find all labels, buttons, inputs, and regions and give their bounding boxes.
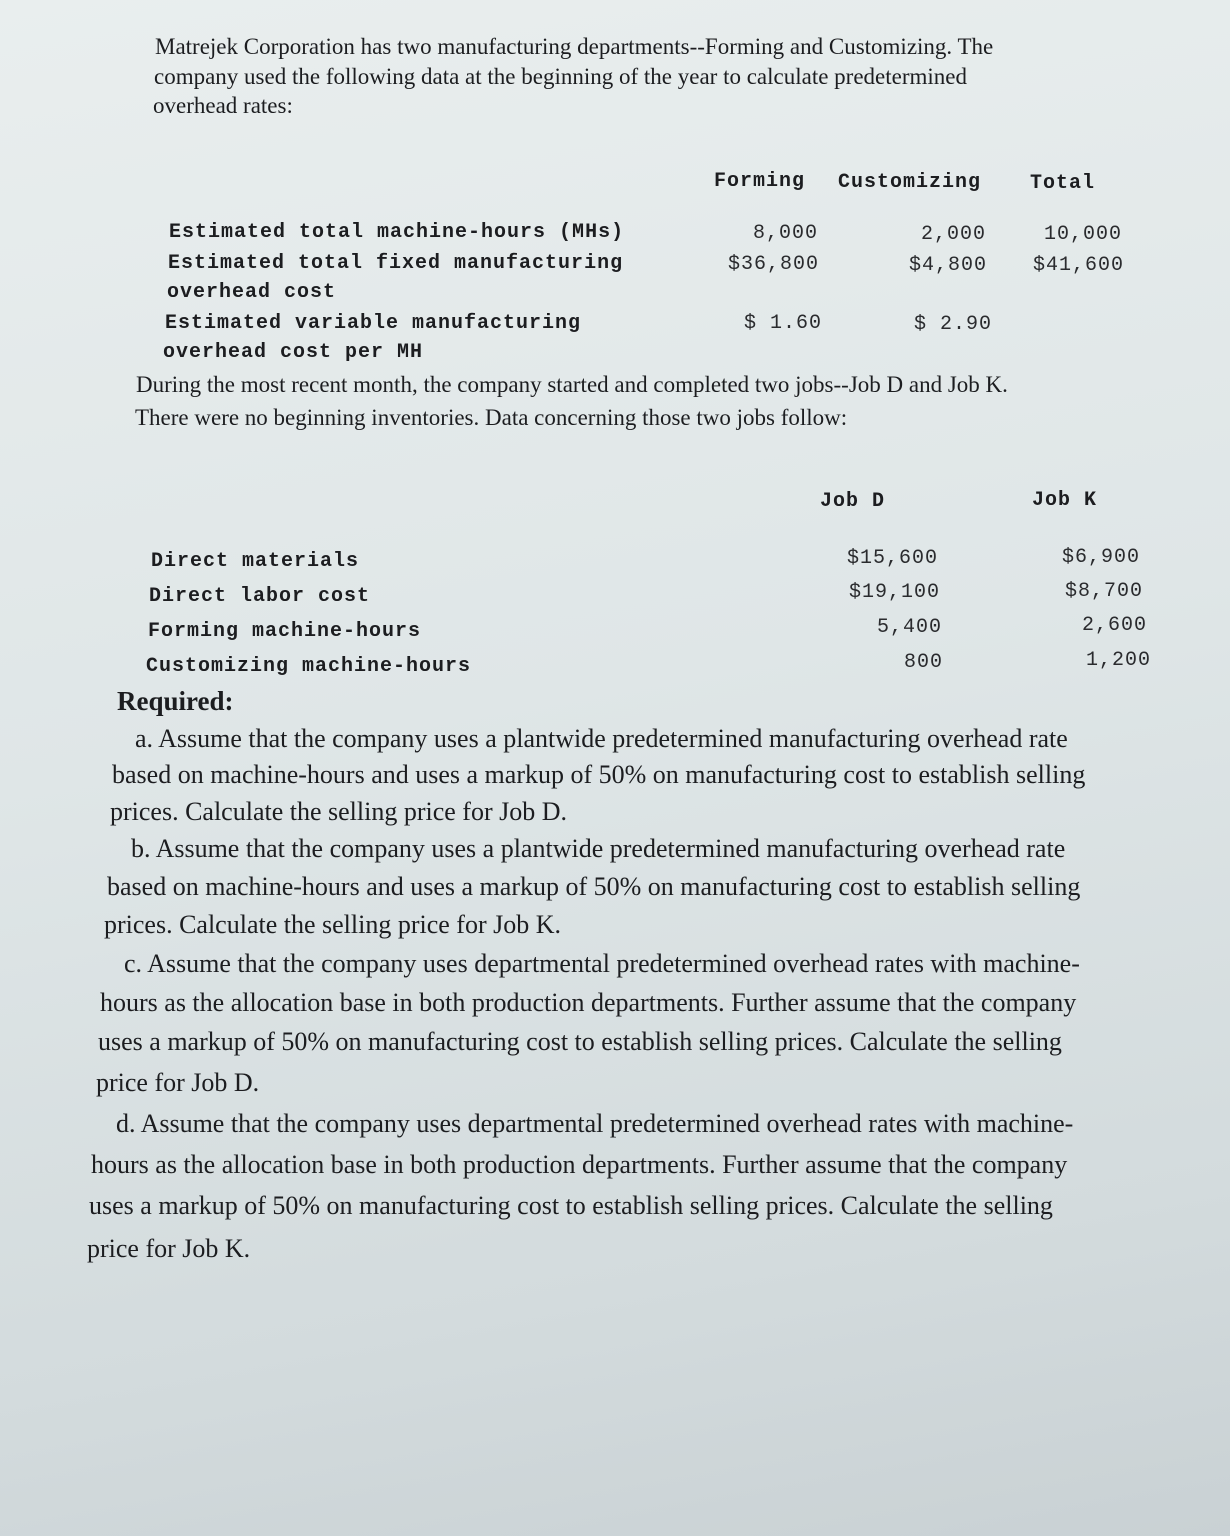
requirement-a-line-3: prices. Calculate the selling price for Job D. [110,797,568,826]
row-label-variable-overhead: Estimated variable manufacturing [165,312,582,335]
intro-line-1: Matrejek Corporation has two manufacturing departments--Forming and Customizing. The [155,34,994,59]
cell-forming-variable-oh: $ 1.60 [743,312,822,335]
row-label-variable-overhead-cont: overhead cost per MH [163,341,424,364]
requirement-d-line-3: uses a markup of 50% on manufacturing cost to establish selling prices. Calculate the selling [89,1191,1053,1220]
requirement-d-line-2: hours as the allocation base in both production departments. Further assume that the company [91,1150,1068,1179]
cell-job-d-customizing-mhs: 800 [903,651,943,674]
requirement-a-line-2: based on machine-hours and uses a markup of 50% on manufacturing cost to establish selling [112,760,1086,789]
cell-job-k-direct-labor: $8,700 [1064,580,1143,603]
cell-total-mhs: 10,000 [1043,223,1122,246]
middle-line-2: There were no beginning inventories. Data concerning those two jobs follow: [135,405,848,430]
cell-job-d-forming-mhs: 5,400 [876,616,942,639]
header-total: Total [1030,172,1096,195]
cell-customizing-mhs: 2,000 [920,223,986,246]
middle-line-1: During the most recent month, the company started and completed two jobs--Job D and Job K. [136,372,1008,397]
requirement-b-line-1: b. Assume that the company uses a plantwide predetermined manufacturing overhead rate [131,834,1066,863]
requirement-d-line-1: d. Assume that the company uses departmental predetermined overhead rates with machine- [116,1109,1074,1138]
requirement-c-line-2: hours as the allocation base in both production departments. Further assume that the company [100,988,1077,1017]
row-label-fixed-overhead: Estimated total fixed manufacturing [168,252,624,275]
cell-forming-mhs: 8,000 [752,222,818,245]
header-job-d: Job D [820,490,886,513]
requirement-a-line-1: a. Assume that the company uses a plantwide predetermined manufacturing overhead rate [135,724,1068,753]
requirement-c-line-3: uses a markup of 50% on manufacturing cost to establish selling prices. Calculate the selling [98,1027,1062,1056]
row-label-direct-labor: Direct labor cost [149,585,371,608]
requirement-c-line-4: price for Job D. [96,1068,260,1097]
cell-customizing-fixed-oh: $4,800 [908,254,987,277]
row-label-direct-materials: Direct materials [151,550,360,573]
cell-job-d-direct-materials: $15,600 [846,547,938,570]
cell-total-fixed-oh: $41,600 [1032,254,1124,277]
row-label-machine-hours: Estimated total machine-hours (MHs) [169,221,625,244]
row-label-forming-mhs: Forming machine-hours [148,620,422,643]
row-label-customizing-mhs: Customizing machine-hours [146,655,472,678]
cell-forming-fixed-oh: $36,800 [727,253,819,276]
requirement-b-line-3: prices. Calculate the selling price for Job K. [104,910,562,939]
required-heading: Required: [117,686,234,716]
cell-job-k-forming-mhs: 2,600 [1081,614,1147,637]
requirement-b-line-2: based on machine-hours and uses a markup of 50% on manufacturing cost to establish selling [107,872,1081,901]
header-forming: Forming [714,170,806,193]
intro-line-3: overhead rates: [153,93,293,118]
requirement-d-line-4: price for Job K. [87,1234,251,1263]
header-job-k: Job K [1032,489,1098,512]
cell-customizing-variable-oh: $ 2.90 [913,313,992,336]
header-customizing: Customizing [838,171,982,194]
intro-line-2: company used the following data at the beginning of the year to calculate predetermined [154,64,968,89]
cell-job-k-direct-materials: $6,900 [1061,546,1140,569]
cell-job-d-direct-labor: $19,100 [848,581,940,604]
requirement-c-line-1: c. Assume that the company uses departmental predetermined overhead rates with machine- [124,949,1080,978]
cell-job-k-customizing-mhs: 1,200 [1085,649,1151,672]
row-label-fixed-overhead-cont: overhead cost [167,281,337,304]
